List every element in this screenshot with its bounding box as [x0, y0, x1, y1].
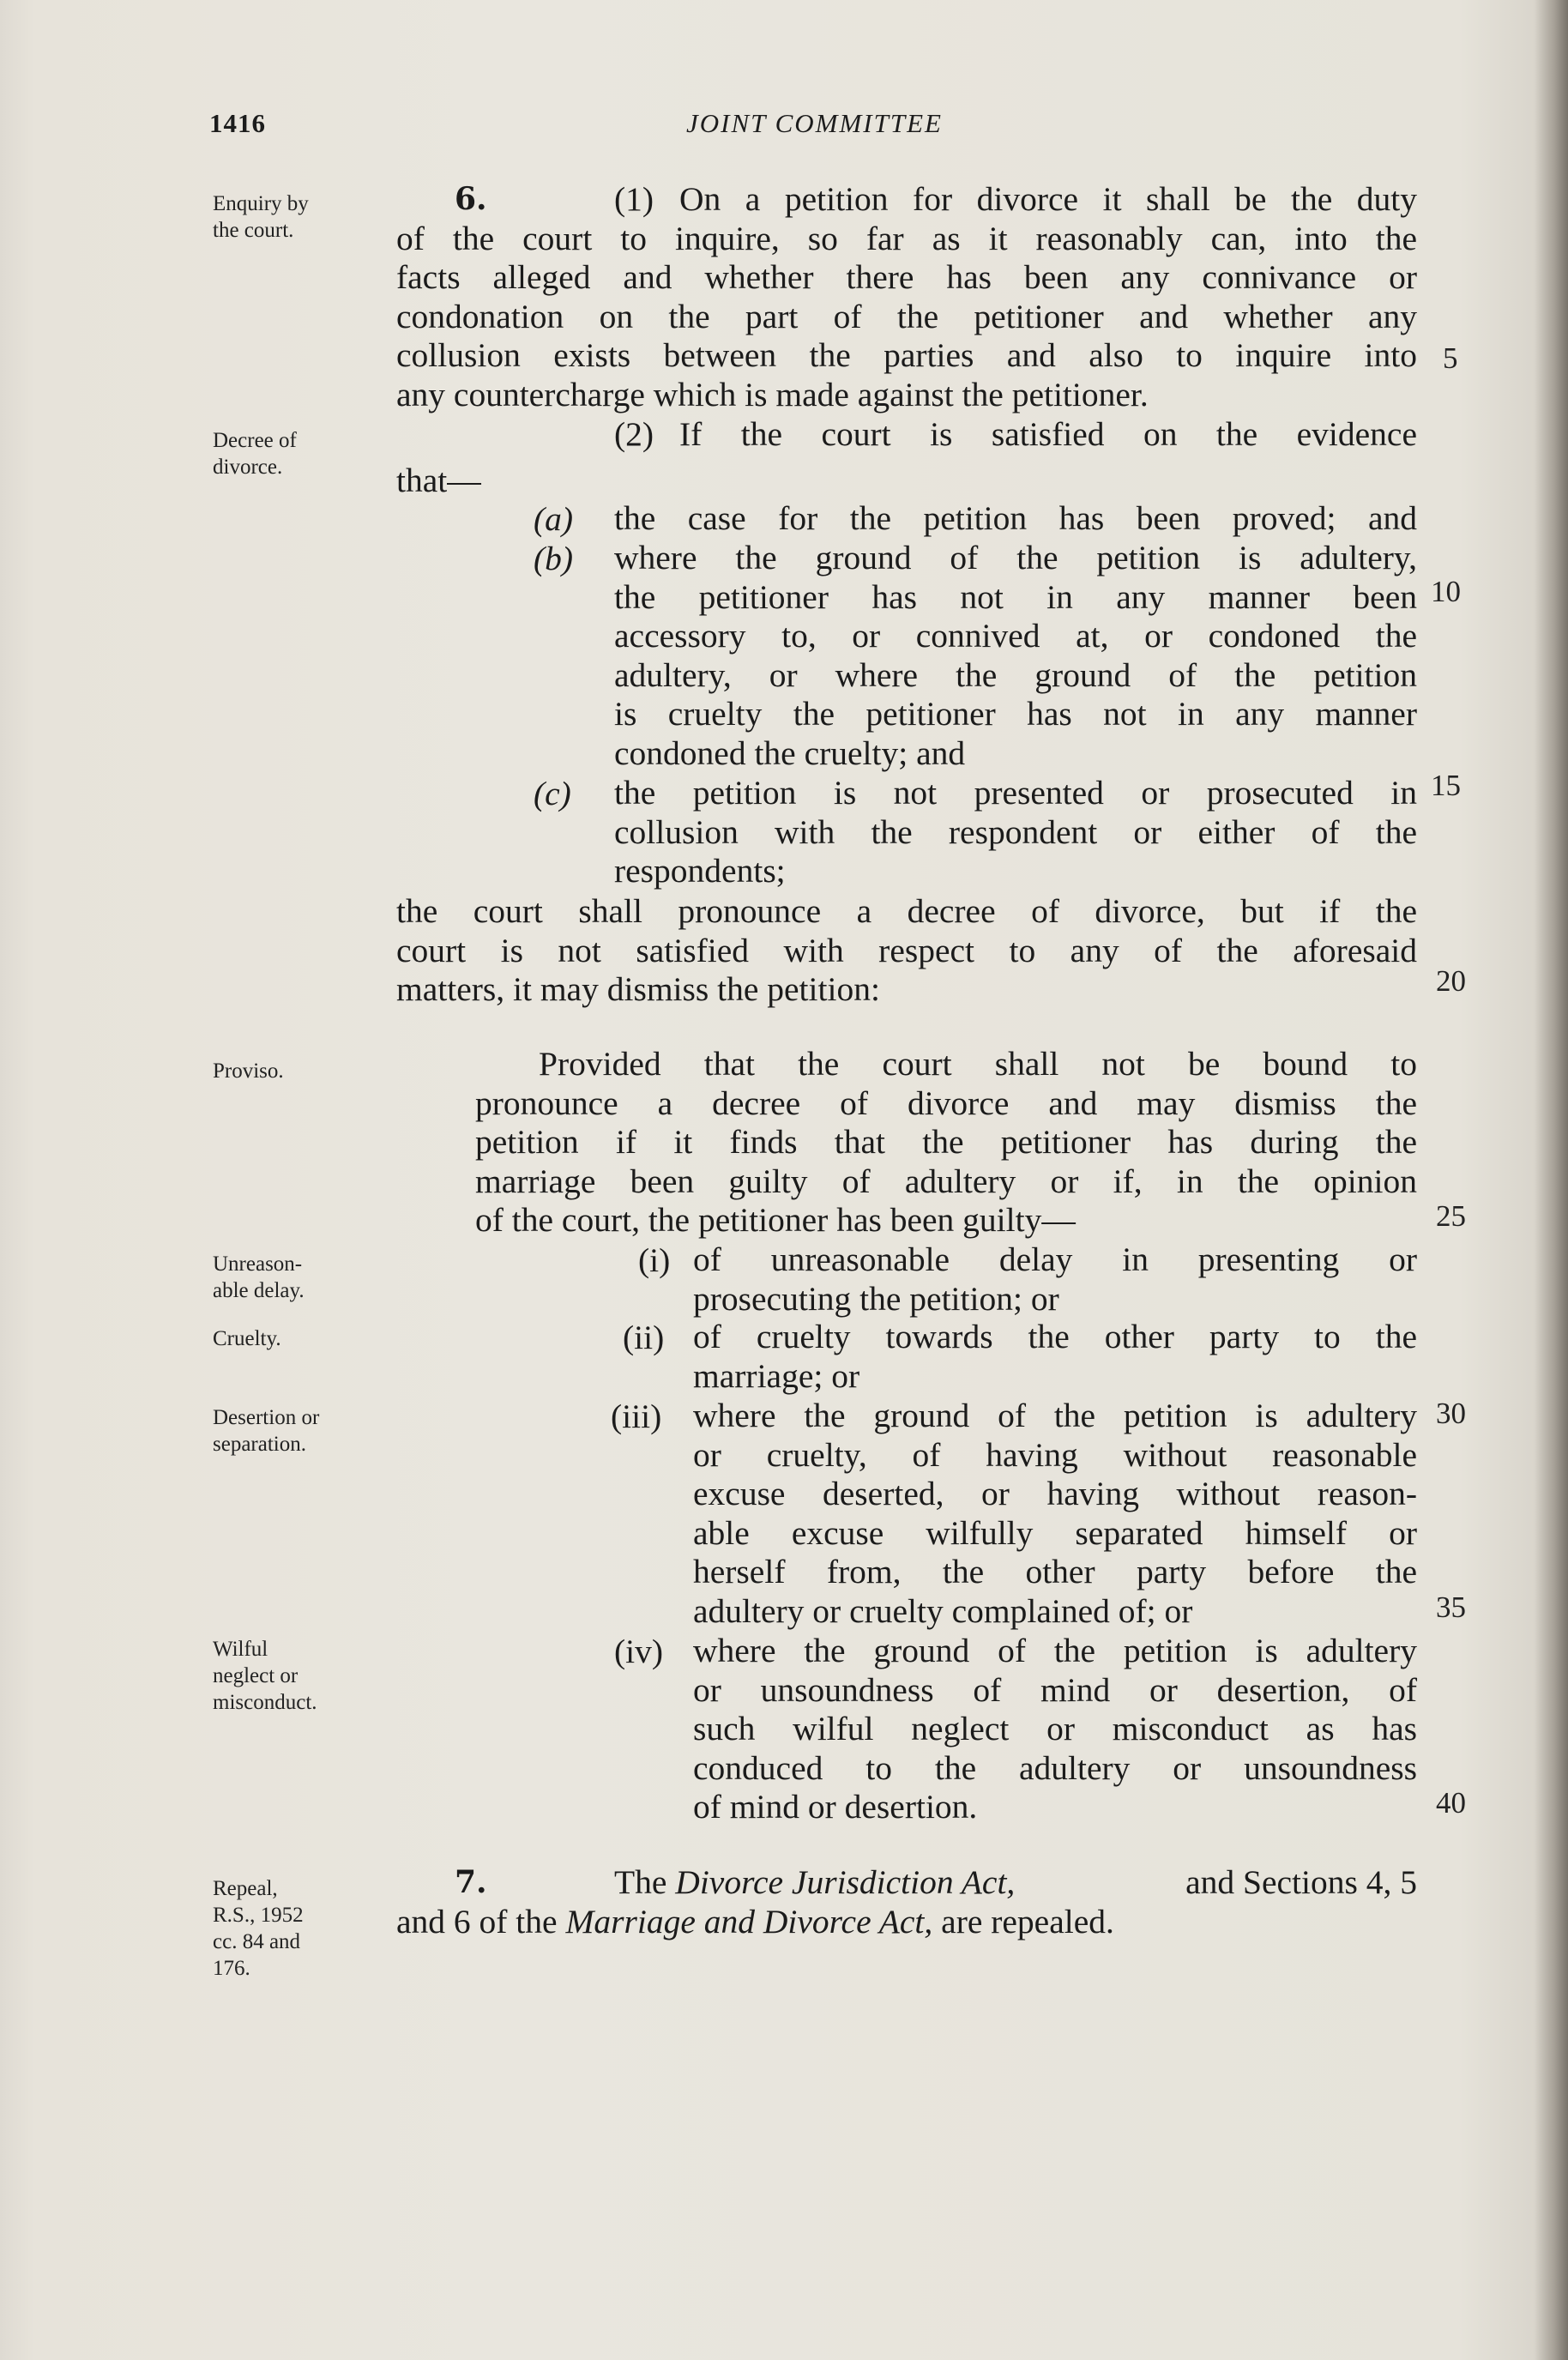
margin-note-desertion: Desertion or separation. — [213, 1406, 320, 1456]
line-number-30: 30 — [1436, 1397, 1466, 1430]
section-6-conclusion: the court shall pronounce a decree of divorce, but if the court is not satisfied with respect to any of the aforesaid matters, it may dismiss the petition: — [396, 892, 1417, 1009]
proviso-text: Provided that the court shall not be bound to pronounce a decree of divorce and may dismiss the petition if it finds that the petitioner has during the marriage been guilty of adultery or if, in the opinion of the court, the petitioner has been guilty— — [475, 1045, 1417, 1240]
section-7: 7. The Divorce Jurisdiction Act, and Sections 4, 5 and 6 of the Marriage and Divorce Act, are repealed. — [396, 1863, 1417, 1941]
line-number-40: 40 — [1436, 1786, 1466, 1820]
item-label-b: (b) — [534, 540, 574, 577]
line-number-15: 15 — [1431, 769, 1461, 802]
item-b-text: where the ground of the petition is adultery, the petitioner has not in any manner been accessory to, or connived at, or condoned the adultery, or where the ground of the petition is cruelty the petitioner has not in any manner condoned the cruelty; and — [614, 539, 1417, 772]
section-6-subsection-2: (2) If the court is satisfied on the evidence that— — [396, 415, 1417, 499]
line-number-35: 35 — [1436, 1590, 1466, 1624]
roman-ii-text: of cruelty towards the other party to the marriage; or — [693, 1318, 1417, 1395]
margin-note-unreasonable-delay: Unreason- able delay. — [213, 1252, 305, 1302]
item-a-text: the case for the petition has been proved; and — [614, 499, 1417, 537]
section-6-number: 6. — [455, 181, 487, 217]
roman-label-iii: (iii) — [611, 1397, 662, 1435]
roman-i-text: of unreasonable delay in presenting or prosecuting the petition; or — [693, 1240, 1417, 1318]
line-number-10: 10 — [1431, 575, 1461, 608]
margin-note-decree: Decree of divorce. — [213, 429, 297, 479]
line-number-20: 20 — [1436, 964, 1466, 998]
line-number-25: 25 — [1436, 1199, 1466, 1233]
roman-iv-text: where the ground of the petition is adultery or unsoundness of mind or desertion, of such wilful neglect or misconduct as has conduced to the adultery or unsoundness of mind or desertion. — [693, 1632, 1417, 1826]
item-c-text: the petition is not presented or prosecuted in collusion with the respondent or either of the respondents; — [614, 774, 1417, 890]
page-number: 1416 — [209, 108, 266, 138]
roman-label-iv: (iv) — [614, 1633, 664, 1670]
margin-note-repeal: Repeal, R.S., 1952 cc. 84 and 176. — [213, 1877, 304, 1980]
margin-note-wilful-neglect: Wilful neglect or misconduct. — [213, 1638, 317, 1714]
margin-note-enquiry: Enquiry by the court. — [213, 192, 309, 242]
roman-label-ii: (ii) — [623, 1319, 665, 1356]
section-7-number: 7. — [455, 1864, 487, 1900]
margin-note-proviso: Proviso. — [213, 1059, 284, 1083]
book-gutter-shadow — [1534, 0, 1568, 2360]
item-label-c: (c) — [534, 775, 571, 812]
section-6-subsection-1: 6. (1) On a petition for divorce it shall be the duty of the court to inquire, so far as it reasonably can, into the facts alleged and whether there has been any connivance or condonation on the part of the petitioner and whether any collusion exists between the parties and also to inquire into any countercharge which is made against the petitioner. — [396, 180, 1417, 413]
running-title: JOINT COMMITTEE — [686, 108, 943, 138]
margin-note-cruelty: Cruelty. — [213, 1327, 281, 1350]
item-label-a: (a) — [534, 500, 574, 538]
line-number-5: 5 — [1443, 341, 1458, 375]
roman-iii-text: where the ground of the petition is adultery or cruelty, of having without reasonable excuse deserted, or having without reason- able excuse wilfully separated himself or herself from, the other party before the adultery or cruelty complained of; or — [693, 1397, 1417, 1630]
roman-label-i: (i) — [638, 1241, 671, 1279]
